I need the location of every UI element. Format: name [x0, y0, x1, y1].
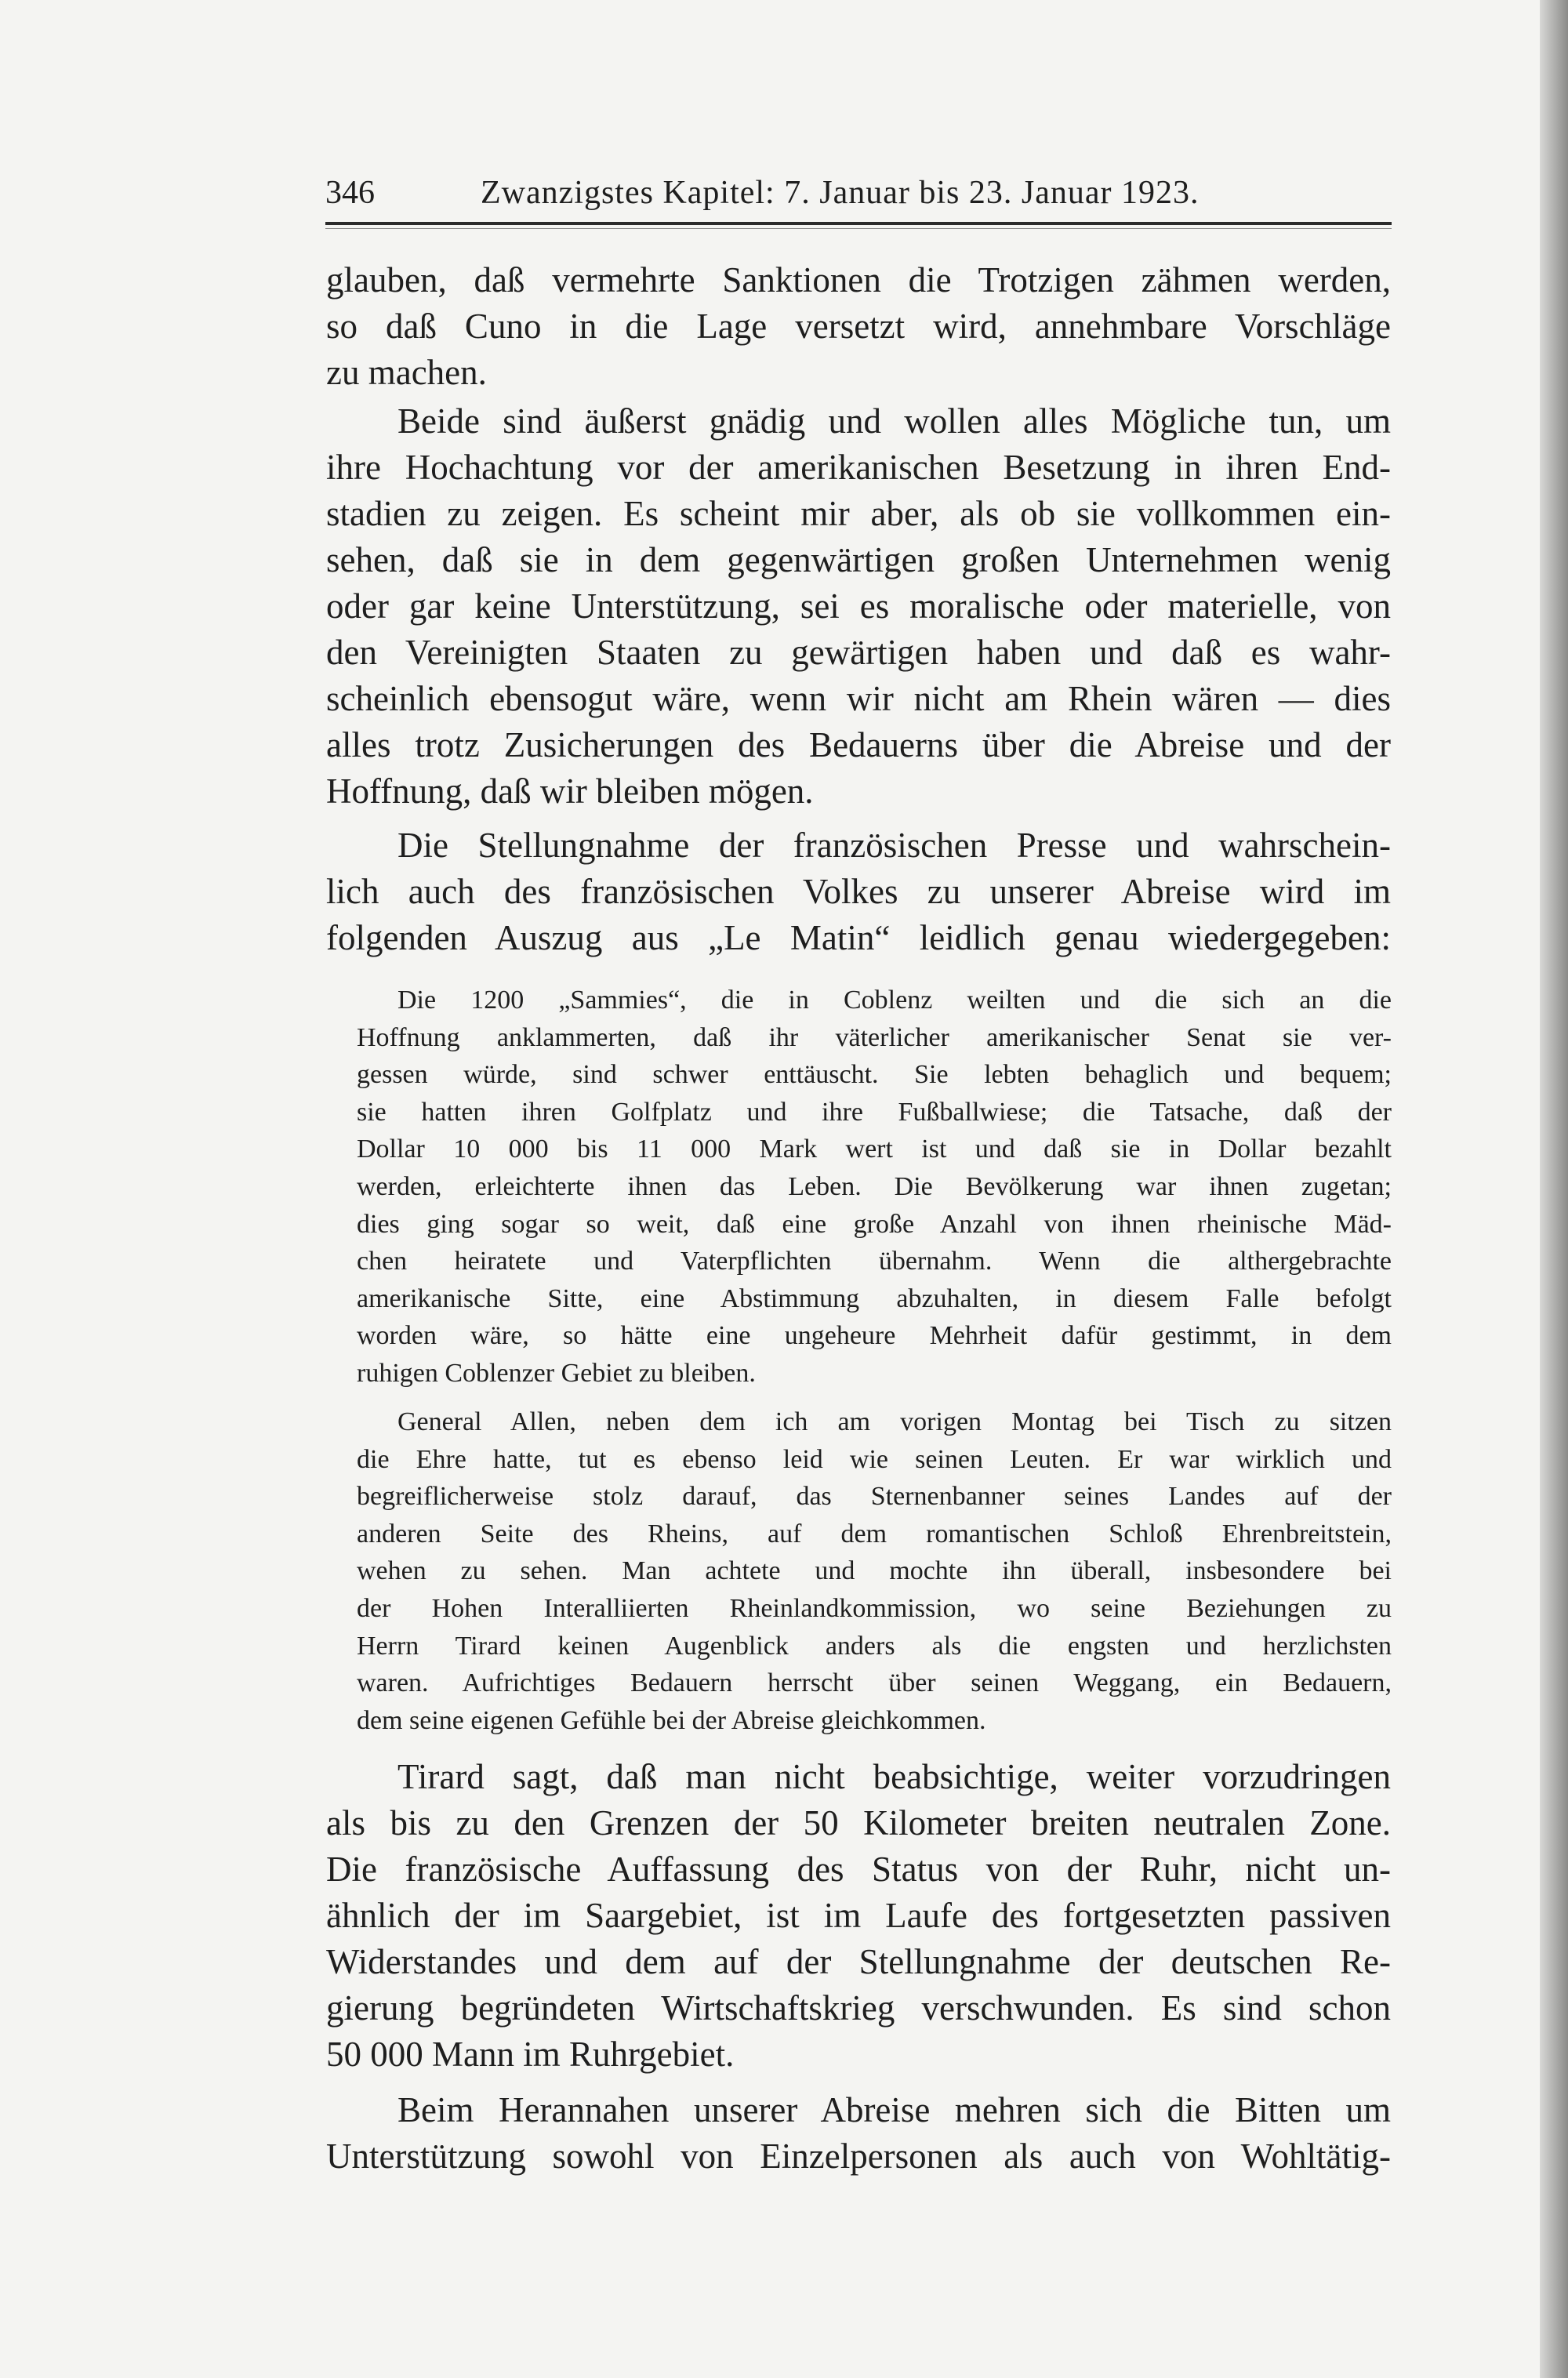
running-header	[325, 174, 1392, 218]
running-title: Zwanzigstes Kapitel: 7. Januar bis 23. Januar 1923.	[481, 175, 1200, 211]
text-line: waren. Aufrichtiges Bedauern herrscht über seinen Weggang, ein Bedauern,	[357, 1668, 1392, 1698]
text-line: sehen, daß sie in dem gegenwärtigen großen Unternehmen wenig	[326, 540, 1391, 579]
text-line: amerikanische Sitte, eine Abstimmung abzuhalten, in diesem Falle befolgt	[357, 1283, 1392, 1313]
text-line: zu machen.	[326, 353, 487, 392]
text-line: scheinlich ebensogut wäre, wenn wir nicht am Rhein wären — dies	[326, 679, 1391, 718]
scan-page-edge	[1540, 0, 1568, 2378]
text-line: anderen Seite des Rheins, auf dem romantischen Schloß Ehrenbreitstein,	[357, 1519, 1392, 1548]
header-rule	[325, 222, 1392, 225]
text-line: 50 000 Mann im Ruhrgebiet.	[326, 2035, 735, 2074]
text-line: gierung begründeten Wirtschaftskrieg verschwunden. Es sind schon	[326, 1988, 1391, 2028]
text-line: sie hatten ihren Golfplatz und ihre Fußballwiese; die Tatsache, daß der	[357, 1097, 1392, 1127]
paragraph	[326, 1754, 1391, 2078]
text-line: glauben, daß vermehrte Sanktionen die Trotzigen zähmen werden,	[326, 260, 1391, 300]
text-line: begreiflicherweise stolz darauf, das Sternenbanner seines Landes auf der	[357, 1482, 1392, 1512]
page-number: 346	[325, 175, 375, 211]
text-line: Herrn Tirard keinen Augenblick anders als die engsten und herzlichsten	[357, 1631, 1392, 1661]
text-line: Die 1200 „Sammies“, die in Coblenz weilten und die sich an die	[397, 986, 1392, 1015]
text-line: gessen würde, sind schwer enttäuscht. Sie lebten behaglich und bequem;	[357, 1060, 1392, 1090]
text-line: Hoffnung anklammerten, daß ihr väterlicher amerikanischer Senat sie ver-	[357, 1022, 1392, 1052]
text-line: ruhigen Coblenzer Gebiet zu bleiben.	[357, 1358, 756, 1388]
block-quote	[357, 982, 1392, 1392]
text-line: oder gar keine Unterstützung, sei es moralische oder materielle, von	[326, 586, 1391, 626]
text-line: folgenden Auszug aus „Le Matin“ leidlich genau wiedergegeben:	[326, 918, 1391, 957]
text-line: so daß Cuno in die Lage versetzt wird, annehmbare Vorschläge	[326, 307, 1391, 346]
text-line: Beide sind äußerst gnädig und wollen alles Mögliche tun, um	[397, 401, 1391, 441]
text-line: stadien zu zeigen. Es scheint mir aber, als ob sie vollkommen ein-	[326, 494, 1391, 533]
text-line: Die Stellungnahme der französischen Presse und wahrschein-	[397, 826, 1391, 865]
text-line: werden, erleichterte ihnen das Leben. Die Bevölkerung war ihnen zugetan;	[357, 1171, 1392, 1201]
text-line: wehen zu sehen. Man achtete und mochte ihn überall, insbesondere bei	[357, 1556, 1392, 1586]
text-line: der Hohen Interalliierten Rheinlandkommission, wo seine Beziehungen zu	[357, 1593, 1392, 1623]
header-rule-thin	[325, 228, 1392, 229]
text-line: Tirard sagt, daß man nicht beabsichtige, weiter vorzudringen	[397, 1757, 1391, 1796]
paragraph	[326, 822, 1391, 961]
text-line: den Vereinigten Staaten zu gewärtigen haben und daß es wahr-	[326, 633, 1391, 672]
text-line: dies ging sogar so weit, daß eine große Anzahl von ihnen rheinische Mäd-	[357, 1209, 1392, 1239]
text-line: ähnlich der im Saargebiet, ist im Laufe des fortgesetzten passiven	[326, 1896, 1391, 1935]
text-line: lich auch des französischen Volkes zu unserer Abreise wird im	[326, 872, 1391, 911]
text-line: chen heiratete und Vaterpflichten übernahm. Wenn die althergebrachte	[357, 1247, 1392, 1276]
text-line: General Allen, neben dem ich am vorigen Montag bei Tisch zu sitzen	[397, 1407, 1392, 1436]
text-line: Widerstandes und dem auf der Stellungnahme der deutschen Re-	[326, 1942, 1391, 1981]
text-line: die Ehre hatte, tut es ebenso leid wie seinen Leuten. Er war wirklich und	[357, 1444, 1392, 1474]
text-line: alles trotz Zusicherungen des Bedauerns über die Abreise und der	[326, 725, 1391, 764]
text-line: Die französische Auffassung des Status von der Ruhr, nicht un-	[326, 1850, 1391, 1889]
text-line: dem seine eigenen Gefühle bei der Abreise gleichkommen.	[357, 1705, 986, 1735]
text-line: worden wäre, so hätte eine ungeheure Mehrheit dafür gestimmt, in dem	[357, 1321, 1392, 1351]
text-line: ihre Hochachtung vor der amerikanischen Besetzung in ihren End-	[326, 448, 1391, 487]
paragraph	[326, 398, 1391, 815]
block-quote	[357, 1403, 1392, 1739]
paragraph	[326, 257, 1391, 396]
text-line: Beim Herannahen unserer Abreise mehren sich die Bitten um	[397, 2090, 1391, 2129]
paragraph	[326, 2087, 1391, 2180]
text-line: Dollar 10 000 bis 11 000 Mark wert ist und daß sie in Dollar bezahlt	[357, 1135, 1392, 1164]
text-line: Unterstützung sowohl von Einzelpersonen als auch von Wohltätig-	[326, 2137, 1391, 2176]
text-line: Hoffnung, daß wir bleiben mögen.	[326, 771, 814, 811]
text-line: als bis zu den Grenzen der 50 Kilometer breiten neutralen Zone.	[326, 1803, 1391, 1842]
